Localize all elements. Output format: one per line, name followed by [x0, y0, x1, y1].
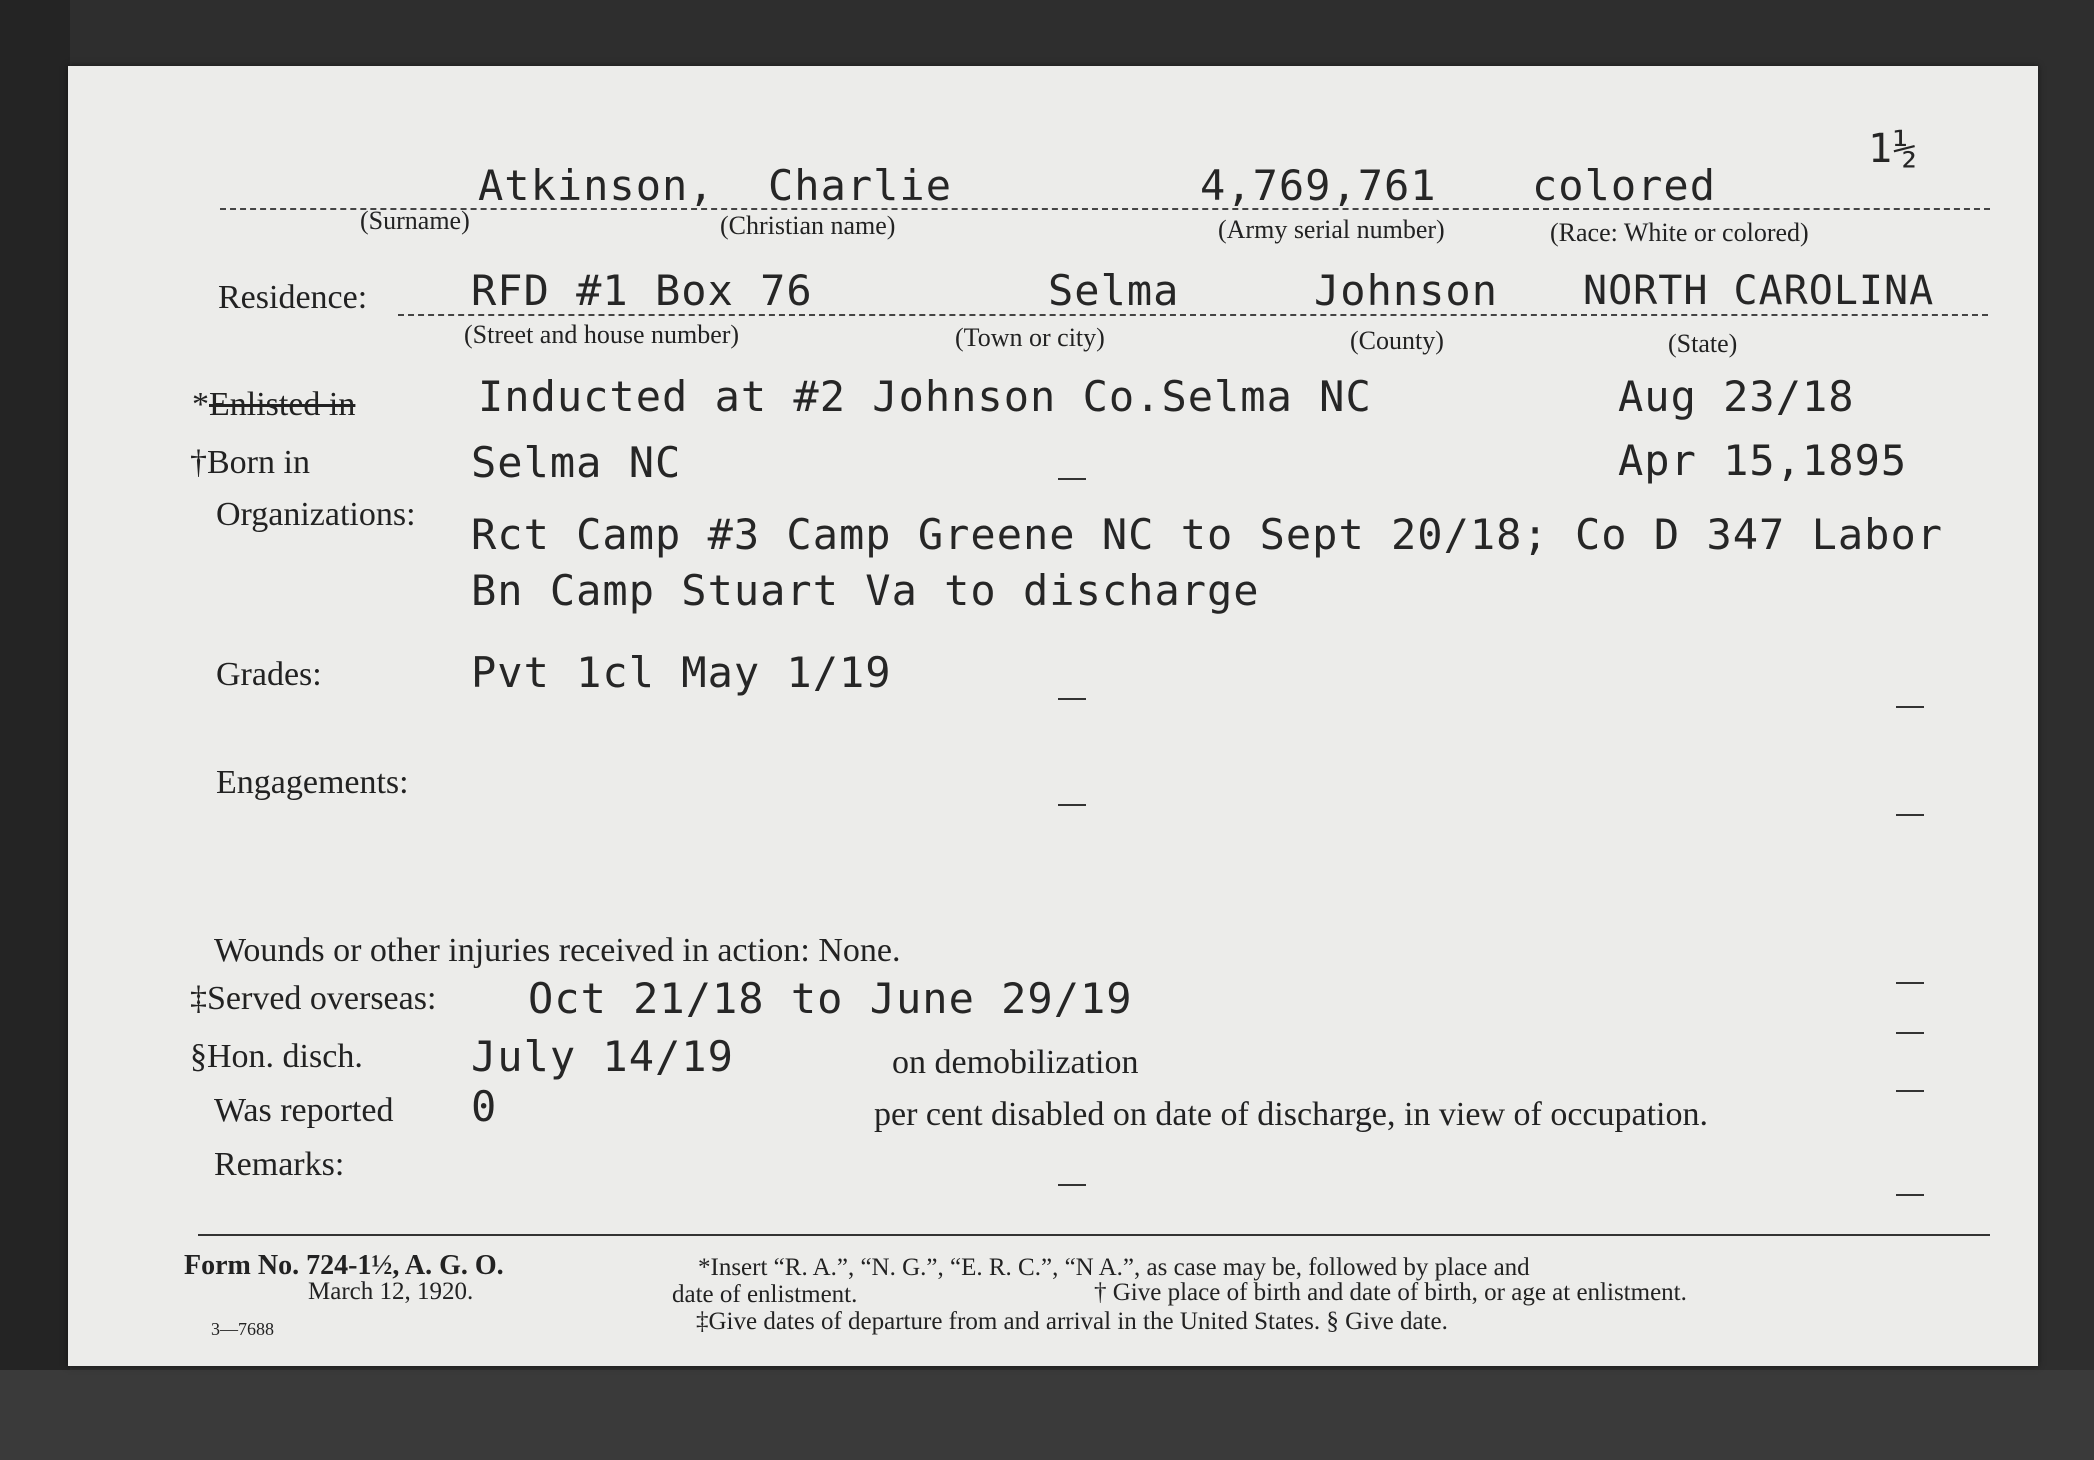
form-number: Form No. 724-1½, A. G. O. [184, 1250, 504, 1281]
caption-christian-name: (Christian name) [720, 211, 896, 240]
state-value: NORTH CAROLINA [1583, 268, 1935, 314]
note-insert: *Insert “R. A.”, “N. G.”, “E. R. C.”, “N A.”, as case may be, followed by place and [698, 1254, 1530, 1281]
organizations-line-2: Bn Camp Stuart Va to discharge [471, 566, 1260, 615]
reported-value: 0 [471, 1082, 498, 1131]
remarks-tick-middle [1058, 1184, 1086, 1186]
remarks-label: Remarks: [214, 1146, 345, 1183]
surname-value: Atkinson, [478, 161, 715, 210]
wounds-row [214, 932, 901, 970]
enlisted-label [192, 386, 355, 424]
grades-label: Grades: [216, 656, 322, 693]
engagements-tick-middle [1058, 804, 1086, 806]
enlisted-date: Aug 23/18 [1618, 372, 1855, 421]
enlisted-value: Inducted at #2 Johnson Co.Selma NC [478, 372, 1372, 421]
race-value: colored [1532, 161, 1717, 210]
service-record-card [68, 66, 2038, 1366]
residence-line [398, 314, 1988, 316]
town-value: Selma [1048, 266, 1180, 315]
background-left [0, 0, 70, 1460]
enlisted-label-text: Enlisted in [209, 386, 356, 423]
form-date: March 12, 1920. [308, 1278, 474, 1305]
caption-town: (Town or city) [955, 323, 1105, 352]
name-line [220, 208, 1990, 210]
grades-tick-right [1896, 706, 1924, 708]
hon-disch-value: July 14/19 [471, 1032, 734, 1081]
street-value: RFD #1 Box 76 [471, 266, 813, 315]
caption-street: (Street and house number) [464, 320, 740, 349]
fraction-mark: 1½ [1868, 126, 1919, 172]
born-value: Selma NC [471, 438, 682, 487]
reported-tick [1896, 1090, 1924, 1092]
overseas-value: Oct 21/18 to June 29/19 [528, 974, 1133, 1023]
background-bottom [0, 1370, 2094, 1460]
note-birth: † Give place of birth and date of birth, or age at enlistment. [1094, 1279, 1687, 1306]
overseas-tick [1896, 982, 1924, 984]
grades-value: Pvt 1cl May 1/19 [471, 648, 892, 697]
born-date: Apr 15,1895 [1618, 436, 1908, 485]
wounds-label: Wounds or other injuries received in action: [214, 932, 810, 969]
engagements-tick-right [1896, 814, 1924, 816]
engagements-label: Engagements: [216, 764, 409, 801]
organizations-line-1: Rct Camp #3 Camp Greene NC to Sept 20/18; Co D 347 Labor [471, 510, 1944, 559]
hon-disch-tick [1896, 1032, 1924, 1034]
residence-label: Residence: [218, 279, 368, 316]
caption-surname: (Surname) [360, 206, 470, 235]
hon-disch-label: §Hon. disch. [190, 1038, 363, 1075]
county-value: Johnson [1314, 266, 1499, 315]
enlisted-asterisk: * [192, 386, 209, 423]
disabled-text: per cent disabled on date of discharge, in view of occupation. [874, 1096, 1708, 1133]
remarks-tick-right [1896, 1194, 1924, 1196]
christian-name-value: Charlie [768, 161, 953, 210]
reported-label: Was reported [214, 1092, 394, 1129]
overseas-label: ‡Served overseas: [190, 980, 437, 1017]
wounds-value: None. [818, 932, 901, 969]
note-insert-continued: date of enlistment. [672, 1281, 858, 1308]
born-label: †Born in [190, 444, 310, 481]
grades-tick-middle [1058, 698, 1086, 700]
demobilization-text: on demobilization [892, 1044, 1139, 1081]
footer-rule [198, 1234, 1990, 1236]
caption-serial-number: (Army serial number) [1218, 215, 1445, 244]
serial-number-value: 4,769,761 [1200, 161, 1437, 210]
caption-state: (State) [1668, 329, 1738, 358]
born-tick [1058, 478, 1086, 480]
organizations-label: Organizations: [216, 496, 416, 533]
note-overseas: ‡Give dates of departure from and arrival in the United States. § Give date. [696, 1308, 1448, 1335]
caption-race: (Race: White or colored) [1550, 218, 1809, 247]
print-code: 3—7688 [211, 1319, 274, 1339]
caption-county: (County) [1350, 326, 1444, 355]
